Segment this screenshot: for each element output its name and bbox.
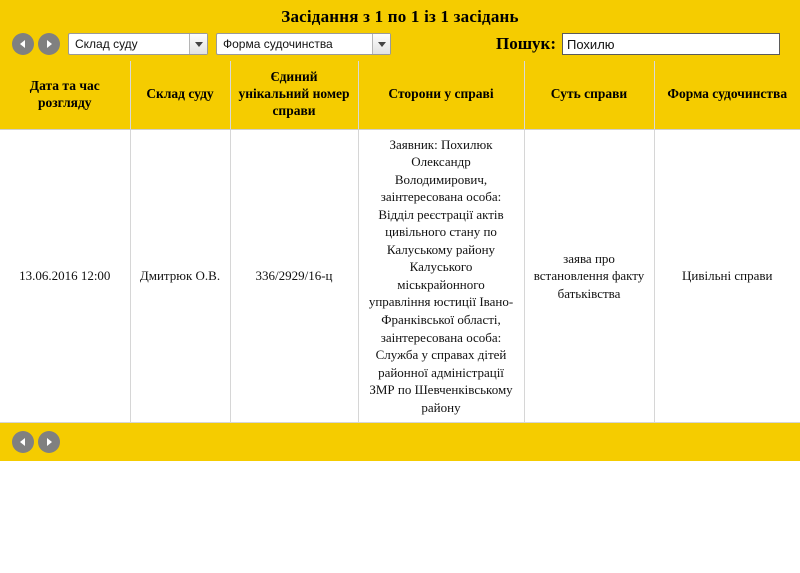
chevron-down-icon[interactable] <box>372 34 390 54</box>
results-table-area <box>0 61 800 423</box>
proceeding-form-select[interactable] <box>216 33 391 55</box>
chevron-left-icon <box>17 38 29 50</box>
cell-case-number: 336/2929/16-ц <box>230 129 358 423</box>
column-header-sides[interactable]: Сторони у справі <box>358 61 524 129</box>
court-composition-value: Склад суду <box>75 37 138 51</box>
table-row[interactable] <box>0 129 800 423</box>
column-header-case-number[interactable]: Єдиний унікальний номер справи <box>230 61 358 129</box>
column-header-essence[interactable]: Суть справи <box>524 61 654 129</box>
cell-essence: заява про встановлення факту батьківства <box>524 129 654 423</box>
page-header <box>0 0 800 61</box>
search-label: Пошук: <box>495 34 556 53</box>
chevron-right-icon <box>43 38 55 50</box>
page-title: Засідання з 1 по 1 із 1 засідань <box>281 7 519 26</box>
prev-page-button-bottom[interactable] <box>12 431 34 453</box>
pagination-top <box>12 33 60 55</box>
header-controls <box>0 33 800 55</box>
cell-judge: Дмитрюк О.В. <box>130 129 230 423</box>
next-page-button-bottom[interactable] <box>38 431 60 453</box>
proceeding-form-value: Форма судочинства <box>223 37 333 51</box>
chevron-left-icon <box>17 436 29 448</box>
column-header-date[interactable]: Дата та час розгляду <box>0 61 130 129</box>
prev-page-button-top[interactable] <box>12 33 34 55</box>
results-table <box>0 61 800 423</box>
cell-form: Цивільні справи <box>654 129 800 423</box>
bottom-spacer <box>0 461 800 476</box>
chevron-right-icon <box>43 436 55 448</box>
cell-sides: Заявник: Похилюк Олександр Володимирович, заінтересована особа: Відділ реєстрації актів цивільного стану по Калуському району Калуського міськрайонного управління юстиції Івано-Франківської області, заінтересована особа: Служба у справах дітей районної адміністрації ЗМР по Шевченківському району <box>358 129 524 423</box>
table-header-row <box>0 61 800 129</box>
column-header-form[interactable]: Форма судочинства <box>654 61 800 129</box>
cell-date: 13.06.2016 12:00 <box>0 129 130 423</box>
page-footer <box>0 423 800 461</box>
court-composition-select[interactable] <box>68 33 208 55</box>
table-body <box>0 129 800 423</box>
pagination-bottom <box>12 431 60 453</box>
column-header-judge[interactable]: Склад суду <box>130 61 230 129</box>
next-page-button-top[interactable] <box>38 33 60 55</box>
search-area <box>496 33 788 55</box>
search-input[interactable] <box>562 33 780 55</box>
chevron-down-icon[interactable] <box>189 34 207 54</box>
table-head <box>0 61 800 129</box>
